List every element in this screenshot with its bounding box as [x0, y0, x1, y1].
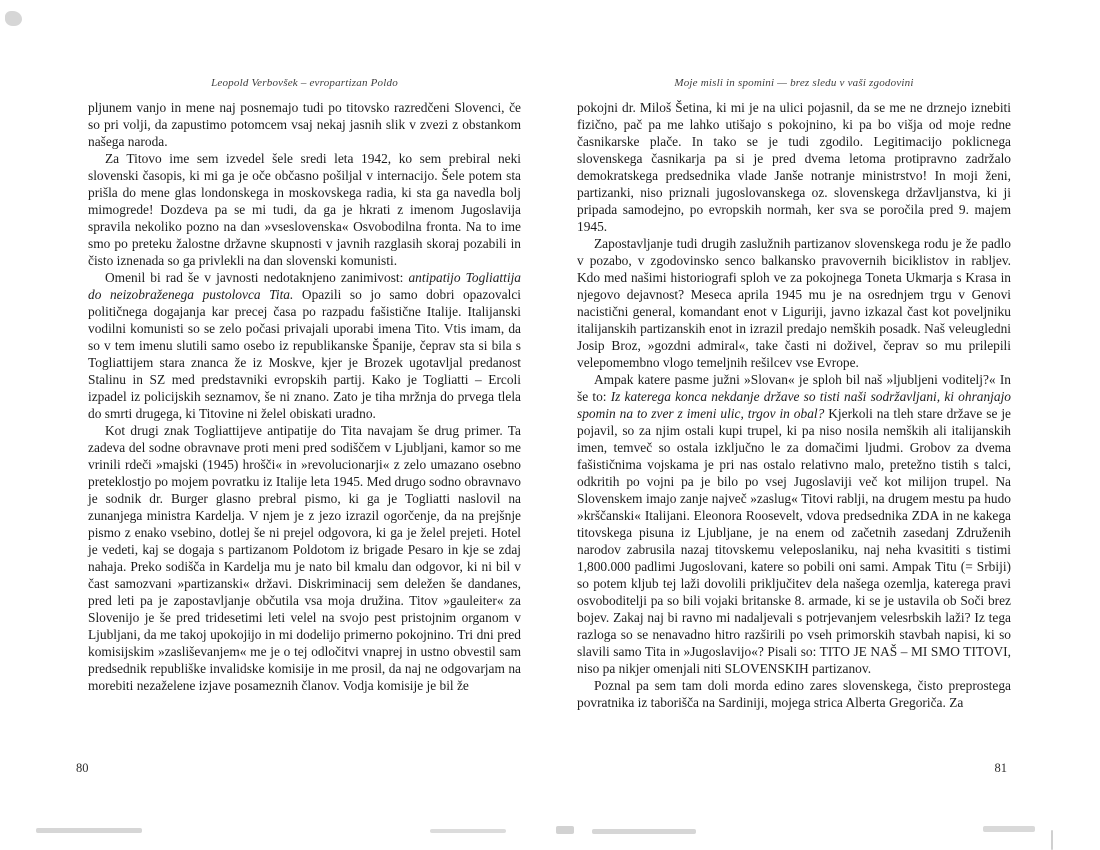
scan-artifact [556, 826, 574, 834]
body-text: Za Titovo ime sem izvedel šele sredi leta 1942, ko sem prebiral neki slovenski časopis, ki mi ga je oče občasno pošiljal v internacijo. Šele potem sta prišla do mene glas londonskega in moskovskega radia, ki sta ga navedla bolj mimogrede! Dozdeva pa se mi tudi, da ga je hkrati z imenom Jugoslavija spravila nekoliko pozno na dan »vseslovenska« Osvobodilna fronta. Na to ime smo po preteku žalostne državne skupnosti v javnih razglasih skoraj pozabili in čisto iznenada so ga privlekli na dan slovenski komunisti. [88, 151, 521, 268]
body-text: Ampak katere pasme južni »Slovan« je sploh bil naš »ljubljeni voditelj?« In še to: [577, 372, 1011, 404]
paragraph [88, 422, 521, 694]
paragraph [577, 677, 1011, 711]
paragraph [88, 269, 521, 422]
paragraph [88, 150, 521, 269]
right-page-number: 81 [994, 761, 1007, 775]
italic-text: antipatijo Togliattija do neizobraženega pustolovca Tita. [88, 270, 521, 302]
right-page-text [577, 99, 1011, 711]
body-text: Zapostavljanje tudi drugih zaslužnih partizanov slovenskega rodu je že padlo v pozabo, v zgodovinsko senco balkansko pravovernih biciklistov in rabljev. Kdo med našimi historiografi sploh ve za pokojnega Toneta Ukmarja s Krasa in njegovo dejavnost? Meseca aprila 1945 mu je na osrednjem trgu v Genovi nacistični general, komandant enot v Liguriji, javno izkazal čast kot poveljniku italijanskih partizanskih enot in izrazil predajo nemških posadk. Naš veleugledni Josip Broz, »gozdni admiral«, take časti ni doživel, čeprav so mu prilepili velepomembno vlogo temeljnih rešilcev vse Evrope. [577, 236, 1011, 370]
body-text: pljunem vanjo in mene naj posnemajo tudi po titovsko razredčeni Slovenci, če so pri volji, da zapustimo potomcem vsaj nekaj jasnih slik v zvezi z obstankom našega naroda. [88, 100, 521, 149]
paragraph [577, 235, 1011, 371]
scan-artifact [1051, 830, 1053, 850]
paragraph [577, 99, 1011, 235]
scan-artifact [5, 11, 22, 26]
paragraph [88, 99, 521, 150]
left-running-header: Leopold Verbovšek – evropartizan Poldo [211, 77, 398, 89]
scan-artifact [430, 829, 506, 833]
left-page-text [88, 99, 521, 694]
scan-artifact [36, 828, 142, 833]
body-text: Kjerkoli na tleh stare države se je pojavil, so za njim ostali kupi trupel, ki pa niso nosila nemških ali italijanskih imen, temveč so ostala izključno le za domačimi ljudmi. Grobov za dvema fašističnima vojskama je pri nas ostalo relativno malo, pretežno tistih s talci, odkritih po vojni pa je bilo po vsej Jugoslaviji več kot milijon trupel. Na Slovenskem imajo zanje največ »zaslug« Titovi rablji, na drugem mestu pa hudo »krščanski« Italijani. Eleonora Roosevelt, vdova predsednika ZDA in ne kakega titovskega pisuna iz Ljubljane, je na enem od začetnih zasedanj Združenih narodov zabrusila nazaj titovskemu veleposlaniku, naj neha kvasititi s tistimi 1,800.000 padlimi Jugoslovani, katere so pobili oni sami. Ampak Titu (= Srbiji) so potem kljub tej laži dovolili priključitev dela našega ozemlja, katerega pravi osvoboditelji pa so bili vojaki britanske 8. armade, ki se je ustavila ob Soči brez bojev. Zakaj naj bi ravno mi nadaljevali s potrjevanjem velesrbskih laži? Iz tega razloga so se nenavadno hitro razširili po vseh primorskih stavbah napisi, ki so slavili samo Tita in »Jugoslavijo«? Pisali so: TITO JE NAŠ – MI SMO TITOVI, niso pa nikjer omenjali niti SLOVENSKIH partizanov. [577, 406, 1011, 676]
body-text: Opazili so jo samo dobri opazovalci političnega dogajanja kar precej časa po razpadu fašistične Italije. Italijanski vodilni komunisti so se zelo počasi privajali uporabi imena Tito. Vtis imam, da so v tem imenu slutili samo osebo iz republikanske Španije, čeprav sta si bila s Togliattijem stara znanca že iz Moskve, kjer je Brozek ugotavljal predanost Stalinu in SZ med predstavniki evropskih partij. Kako je Togliatti – Ercoli izpadel iz policijskih seznamov, še ni znano. Zato je tiha mržnja do prvega tlela do smrti drugega, ki Titovine ni želel obiskati uradno. [88, 287, 521, 421]
body-text: Omenil bi rad še v javnosti nedotaknjeno zanimivost: [105, 270, 409, 285]
italic-text: Iz katerega konca nekdanje države so tisti naši sodržavljani, ki ohranjajo spomin na to zver z imeni ulic, trgov in obal? [577, 389, 1011, 421]
body-text: Poznal pa sem tam doli morda edino zares slovenskega, čisto preprostega povratnika iz taborišča na Sardiniji, mojega strica Alberta Gregoriča. Za [577, 678, 1011, 710]
body-text: pokojni dr. Miloš Šetina, ki mi je na ulici pojasnil, da se me ne drznejo iznebiti fizično, pač pa me lahko utišajo s pokojnino, ki pa bo višja od moje redne časnikarske plače. In tako se je tudi zgodilo. Legitimacijo poklicnega slovenskega časnikarja pa si je pred dvema letoma protipravno zadržalo demokratskega predsednika vlade Janše notranje ministrstvo! In moji ženi, partizanki, niso priznali jugoslovanskega oz. slovenskega državljanstva, ki ji pripada samodejno, po evropskih normah, ker sva se poročila pred 9. majem 1945. [577, 100, 1011, 234]
right-running-header: Moje misli in spomini — brez sledu v vaši zgodovini [674, 77, 914, 89]
scan-artifact [983, 826, 1035, 832]
left-page-number: 80 [76, 761, 89, 775]
paragraph [577, 371, 1011, 677]
body-text: Kot drugi znak Togliattijeve antipatije do Tita navajam še drug primer. Ta zadeva del sodne obravnave proti meni pred sodiščem v Ljubljani, kamor so me vrinili rdeči »majski (1945) hrošči« in »revolucionarji« z zelo umazano osebno preteklostjo po mojem povratku iz Italije leta 1945. Med drugo sodno obravnavo je sodnik dr. Burger glasno prebral pismo, ki ga je Togliatti naslovil na zunanjega ministra Kardelja. V njem je z jezo izrazil ogorčenje, da na prejšnje pismo z enako vsebino, dotlej še ni prejel odgovora, ki ga je želel prejeti. Hotel je vedeti, kaj se dogaja s partizanom Poldotom iz brigade Pesaro in kje se zdaj nahaja. Preko sodišča in Kardelja mu je nato bil kmalu dan odgovor, ki ni bil v čast samozvani »partizanski« državi. Diskriminacij sem deležen še dandanes, pred leti pa je zapostavljanje občutila vsa moja družina. Titov »gauleiter« za Slovenijo je še pred tridesetimi leti velel na svojo pest pristojnim organom v Ljubljani, da me takoj upokojijo in mi dodelijo primerno pokojnino. Tri dni pred komisijskim »zasliševanjem« me je o tej odločitvi vnaprej in ustno obvestil sam predsednik republiške invalidske komisije in me prosil, da naj ne odgovarjam na morebiti nezaželene izjave posameznih članov. Vodja komisije je bil že [88, 423, 521, 693]
scan-artifact [592, 829, 696, 834]
